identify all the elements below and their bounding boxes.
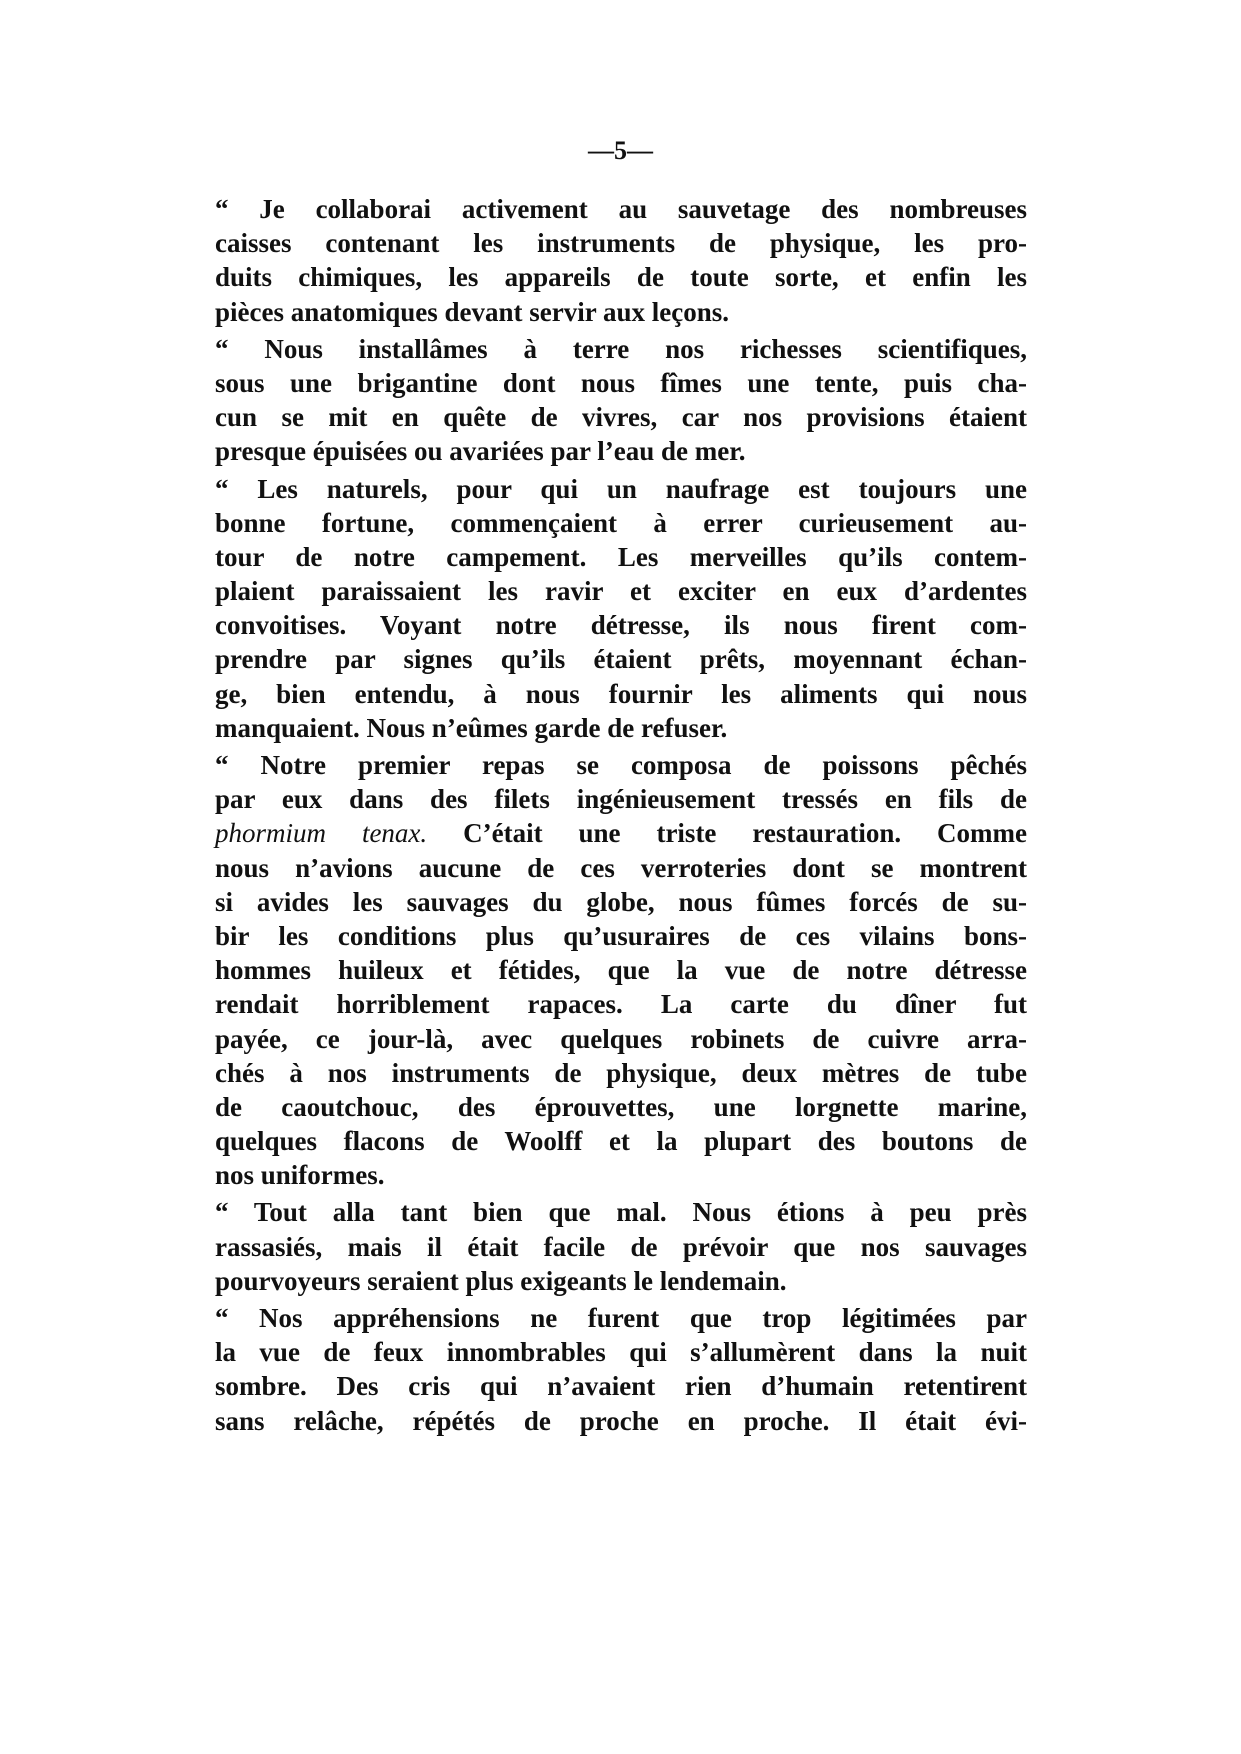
text-line: pièces anatomiques devant servir aux leçons. xyxy=(215,296,729,327)
paragraph xyxy=(215,332,1027,469)
text-line: tour de notre campement. Les merveilles qu’ils contem- xyxy=(215,541,1027,572)
paragraph xyxy=(215,472,1027,746)
text-line: “ Les naturels, pour qui un naufrage est toujours une xyxy=(215,473,1027,504)
text-line: quelques flacons de Woolff et la plupart des boutons de xyxy=(215,1126,1027,1157)
paragraph xyxy=(215,192,1027,329)
text-line: hommes huileux et fétides, que la vue de notre détresse xyxy=(215,955,1027,986)
text-line: cun se mit en quête de vivres, car nos provisions étaient xyxy=(215,402,1027,433)
text-line: “ Nos appréhensions ne furent que trop légitimées par xyxy=(215,1303,1027,1333)
text-line xyxy=(215,816,1027,850)
text-line: convoitises. Voyant notre détresse, ils nous firent com- xyxy=(215,610,1027,641)
text-line: presque épuisées ou avariées par l’eau de mer. xyxy=(215,436,746,467)
text-line: sous une brigantine dont nous fîmes une tente, puis cha- xyxy=(215,367,1027,398)
text-line: sans relâche, répétés de proche en proche. Il était évi- xyxy=(215,1405,1027,1436)
page-number: —5— xyxy=(588,136,653,165)
text-line: sombre. Des cris qui n’avaient rien d’humain retentirent xyxy=(215,1371,1027,1402)
italic-term: phormium tenax. xyxy=(215,818,428,849)
paragraph xyxy=(215,1195,1027,1298)
text-line: payée, ce jour-là, avec quelques robinets de cuivre arra- xyxy=(215,1023,1027,1054)
text-line: par eux dans des filets ingénieusement tressés en fils de xyxy=(215,784,1027,815)
text-line: rassasiés, mais il était facile de prévoir que nos sauvages xyxy=(215,1231,1027,1262)
page-body xyxy=(215,192,1027,1439)
text-line: duits chimiques, les appareils de toute sorte, et enfin les xyxy=(215,262,1027,293)
text-line: “ Tout alla tant bien que mal. Nous étions à peu près xyxy=(215,1197,1027,1228)
text-line: “ Je collaborai activement au sauvetage des nombreuses xyxy=(215,194,1027,224)
text-line: chés à nos instruments de physique, deux mètres de tube xyxy=(215,1057,1027,1088)
text-line: caisses contenant les instruments de physique, les pro- xyxy=(215,228,1027,259)
text-line: ge, bien entendu, à nous fournir les aliments qui nous xyxy=(215,678,1027,709)
text-line: nous n’avions aucune de ces verroteries dont se montrent xyxy=(215,852,1027,883)
text-line: manquaient. Nous n’eûmes garde de refuser. xyxy=(215,712,728,743)
text-line: nos uniformes. xyxy=(215,1160,385,1191)
text-line: bir les conditions plus qu’usuraires de ces vilains bons- xyxy=(215,920,1027,951)
text-line: bonne fortune, commençaient à errer curieusement au- xyxy=(215,507,1027,538)
text-line: la vue de feux innombrables qui s’allumèrent dans la nuit xyxy=(215,1337,1027,1368)
paragraph xyxy=(215,748,1027,1192)
text-line: “ Nous installâmes à terre nos richesses scientifiques, xyxy=(215,333,1027,364)
text-line: pourvoyeurs seraient plus exigeants le lendemain. xyxy=(215,1265,787,1296)
text-line: plaient paraissaient les ravir et exciter en eux d’ardentes xyxy=(215,576,1027,607)
line-text: C’était une triste restauration. Comme xyxy=(463,818,1027,849)
text-line: de caoutchouc, des éprouvettes, une lorgnette marine, xyxy=(215,1091,1027,1122)
paragraph xyxy=(215,1301,1027,1438)
text-line: si avides les sauvages du globe, nous fûmes forcés de su- xyxy=(215,886,1027,917)
text-line: prendre par signes qu’ils étaient prêts, moyennant échan- xyxy=(215,644,1027,675)
text-line: rendait horriblement rapaces. La carte du dîner fut xyxy=(215,989,1027,1020)
text-line: “ Notre premier repas se composa de poissons pêchés xyxy=(215,750,1027,780)
